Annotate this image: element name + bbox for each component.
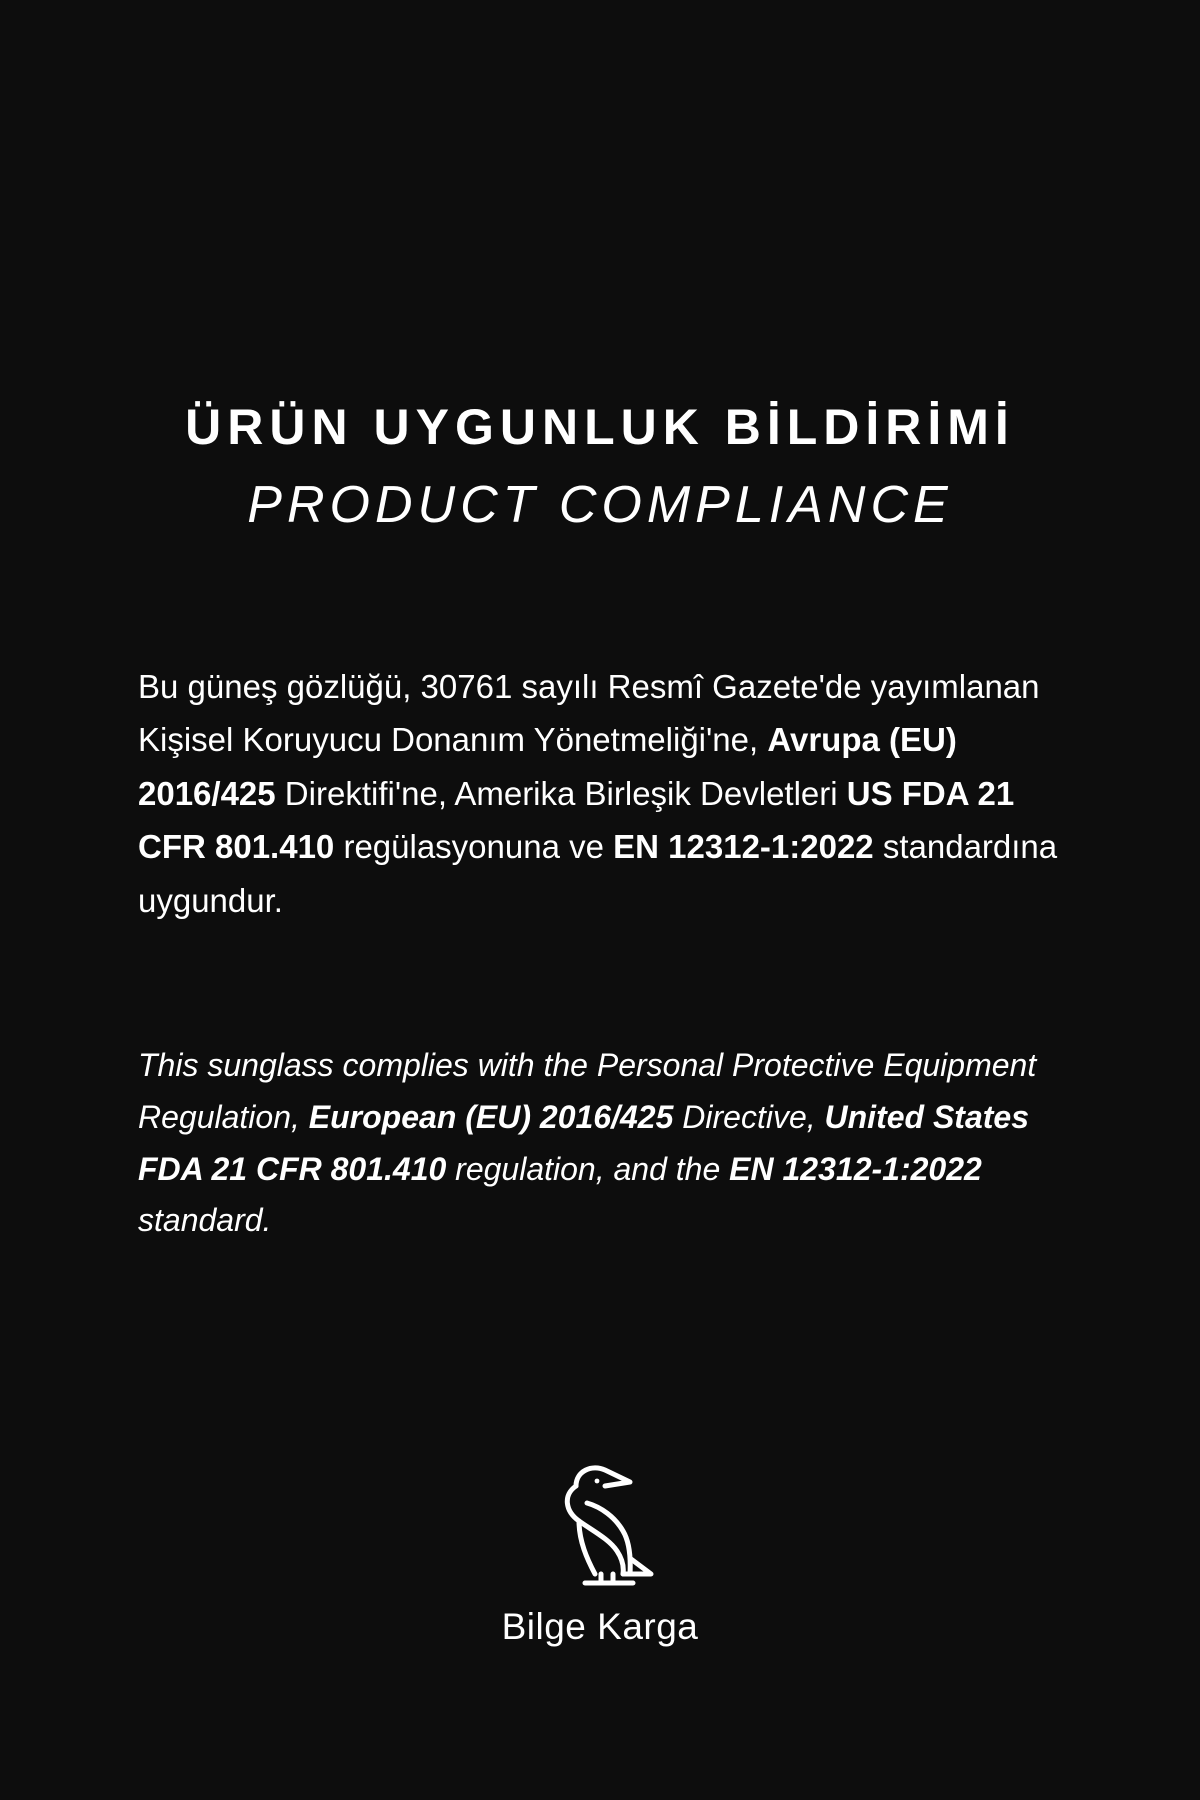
brand-name: Bilge Karga	[501, 1606, 699, 1647]
crow-bird-logo-icon	[535, 1455, 665, 1595]
brand-footer	[0, 1455, 1200, 1648]
page-title-turkish: ÜRÜN UYGUNLUK BİLDİRİMİ	[185, 399, 1015, 455]
page-title-english: PRODUCT COMPLIANCE	[247, 476, 953, 534]
compliance-paragraph-turkish: Bu güneş gözlüğü, 30761 sayılı Resmî Gazete'de yayımlanan Kişisel Koruyucu Donanım Yönetmeliği'ne, Avrupa (EU) 2016/425 Direktifi'ne, Amerika Birleşik Devletleri US FDA 21 CFR 801.410 regülasyonuna ve EN 12312-1:2022 standardına uygundur.	[138, 668, 1058, 919]
document-heading-group	[0, 400, 1200, 534]
compliance-paragraph-english: This sunglass complies with the Personal Protective Equipment Regulation, European (EU) 2016/425 Directive, United States FDA 21 CFR 801.410 regulation, and the EN 12312-1:2022 standard.	[138, 1047, 1037, 1239]
